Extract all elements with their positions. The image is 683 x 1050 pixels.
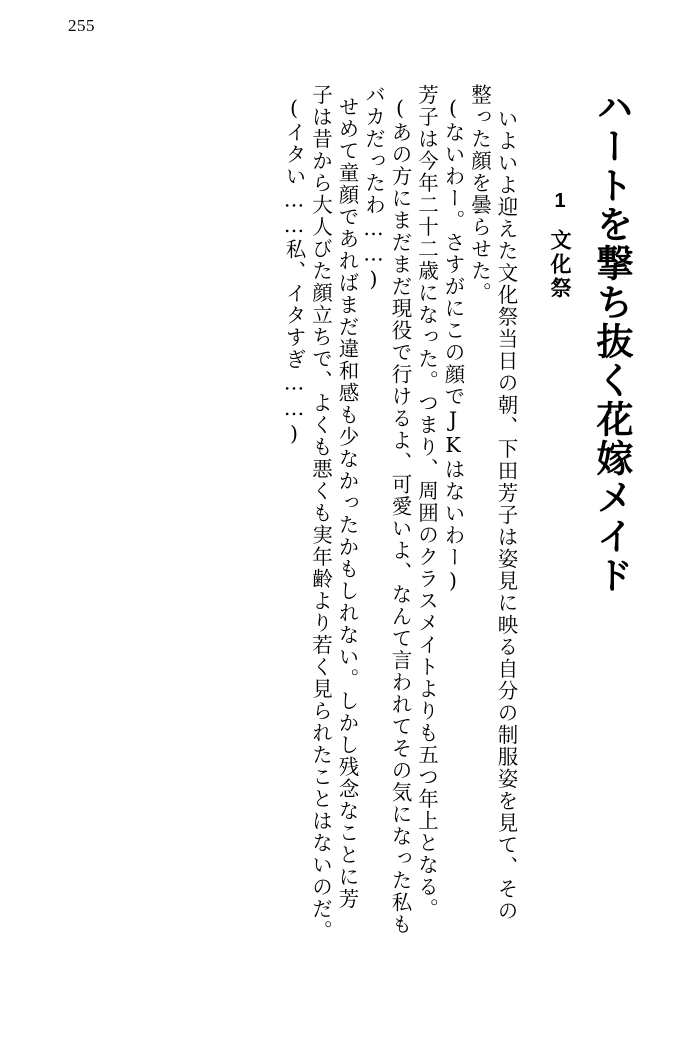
body-column: せめて童顔であればまだ違和感も少なかったかもしれない。しかし残念なことに芳 bbox=[335, 96, 359, 910]
body-column: (ないわー。さすがにこの顔でJKはないわー) bbox=[441, 96, 465, 594]
page-number: 255 bbox=[68, 16, 95, 35]
body-column: いよいよ迎えた文化祭当日の朝、下田芳子は姿見に映る自分の制服姿を見て、その bbox=[494, 108, 518, 922]
chapter-name: 文化祭 bbox=[548, 229, 573, 301]
body-column: 芳子は今年二十二歳になった。つまり、周囲のクラスメイトよりも五つ年上となる。 bbox=[414, 84, 439, 920]
chapter-number: 1 bbox=[549, 190, 571, 215]
body-column: 子は昔から大人びた顔立ちで、よくも悪くも実年齢より若く見られたことはないのだ。 bbox=[308, 84, 333, 942]
book-title: ハートを撃ち抜く花嫁メイド bbox=[590, 88, 634, 595]
body-column: (あの方にまだまだ現役で行けるよ、可愛いよ、なんて言われてその気になった私も bbox=[388, 96, 412, 936]
vertical-text-block bbox=[40, 60, 640, 1030]
chapter-heading bbox=[550, 60, 571, 301]
body-column: (イタい……私、イタすぎ……) bbox=[282, 96, 306, 447]
body-column: 整った顔を曇らせた。 bbox=[467, 84, 492, 304]
body-column: バカだったわ……) bbox=[361, 84, 386, 293]
